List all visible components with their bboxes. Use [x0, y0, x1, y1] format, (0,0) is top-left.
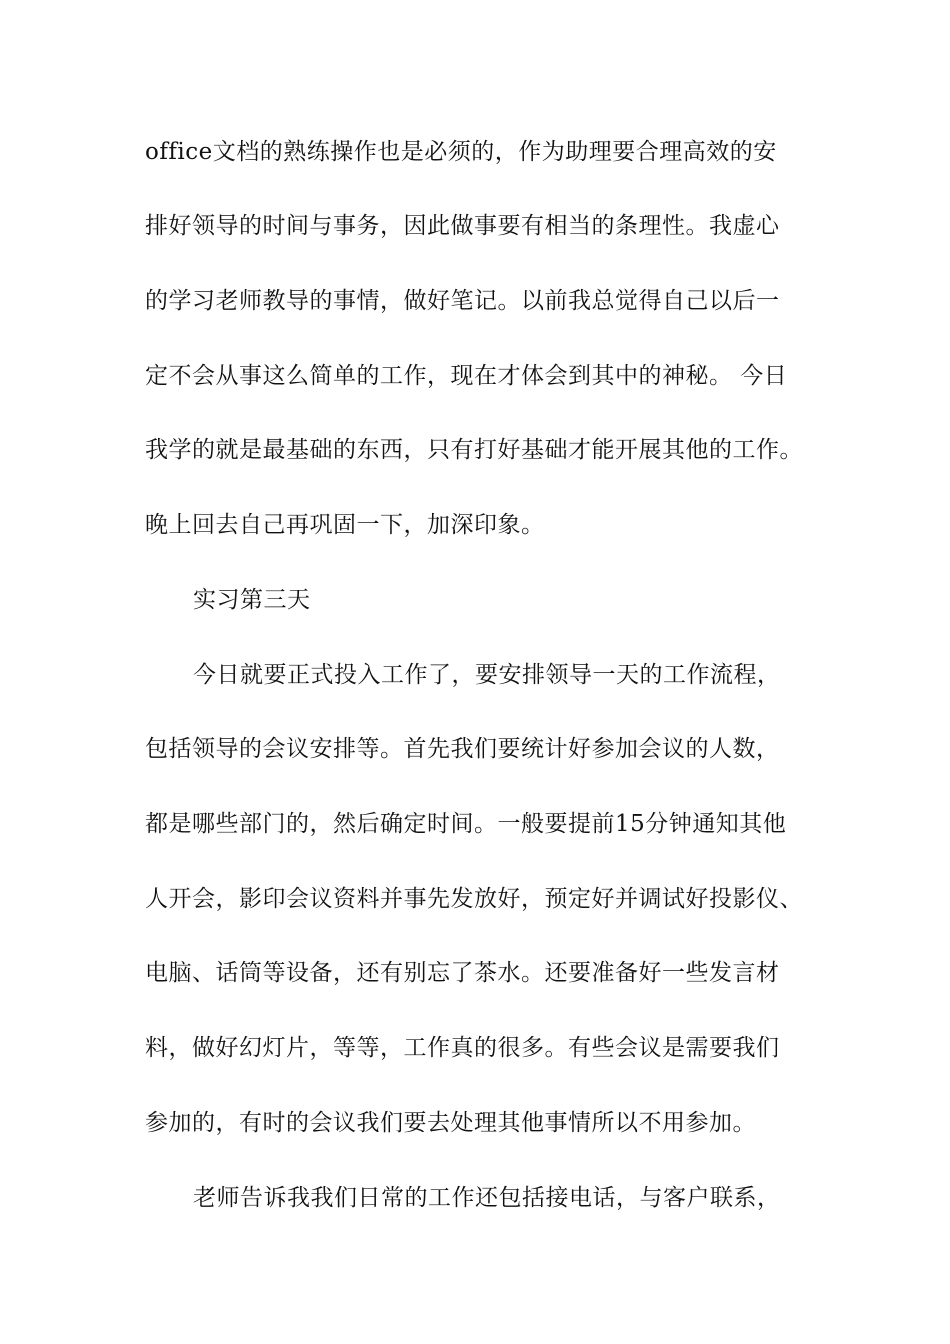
text-line: office文档的熟练操作也是必须的，作为助理要合理高效的安 — [145, 139, 777, 165]
text-line: 排好领导的时间与事务，因此做事要有相当的条理性。我虚心 — [145, 213, 780, 239]
text-line: 参加的，有时的会议我们要去处理其他事情所以不用参加。 — [145, 1110, 756, 1136]
text-line: 人开会，影印会议资料并事先发放好，预定好并调试好投影仪、 — [145, 886, 803, 912]
text-line: 包括领导的会议安排等。首先我们要统计好参加会议的人数， — [145, 736, 780, 762]
text-line: 今日就要正式投入工作了，要安排领导一天的工作流程， — [193, 662, 781, 688]
text-line: 都是哪些部门的，然后确定时间。一般要提前15分钟通知其他 — [145, 811, 787, 837]
text-line: 老师告诉我我们日常的工作还包括接电话，与客户联系， — [193, 1185, 781, 1211]
text-line: 的学习老师教导的事情，做好笔记。以前我总觉得自己以后一 — [145, 288, 780, 314]
text-line: 定不会从事这么简单的工作，现在才体会到其中的神秘。 今日 — [145, 363, 788, 389]
text-line: 我学的就是最基础的东西，只有打好基础才能开展其他的工作。 — [145, 437, 803, 463]
section-heading: 实习第三天 — [193, 587, 311, 613]
text-line: 料，做好幻灯片，等等，工作真的很多。有些会议是需要我们 — [145, 1035, 780, 1061]
text-line: 电脑、话筒等设备，还有别忘了茶水。还要准备好一些发言材 — [145, 960, 780, 986]
text-line: 晚上回去自己再巩固一下，加深印象。 — [145, 512, 545, 538]
